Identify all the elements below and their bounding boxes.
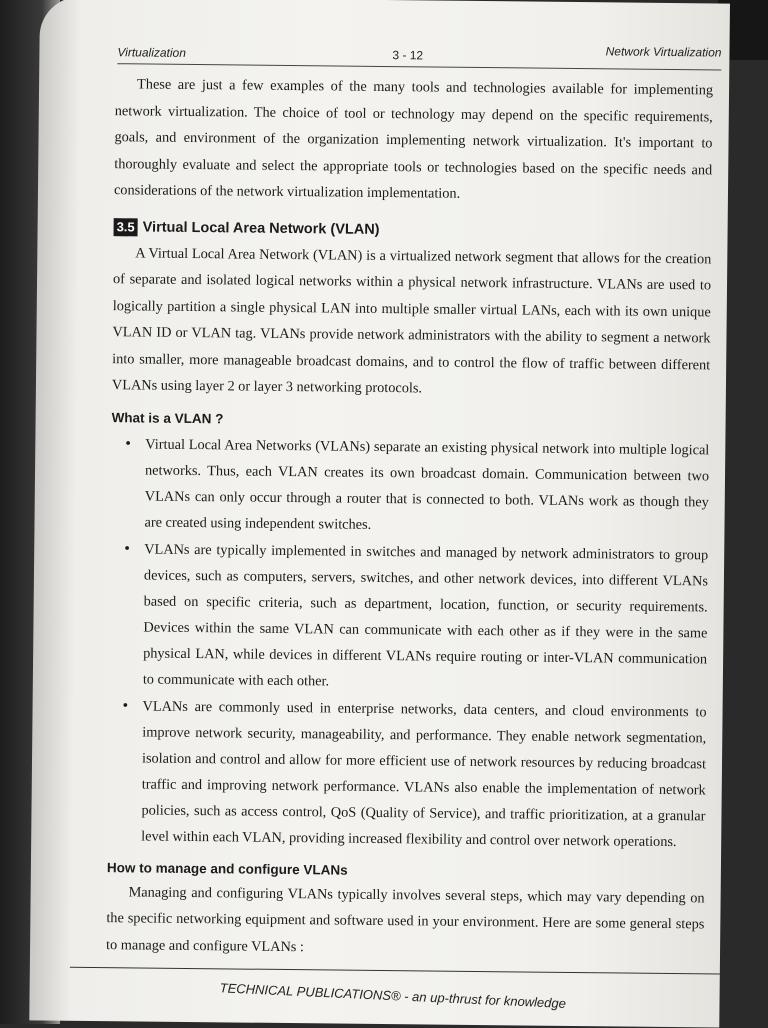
bullet-item bbox=[122, 693, 707, 855]
bullet-item bbox=[125, 431, 710, 541]
book-page bbox=[29, 0, 730, 1028]
bullet-text: VLANs are typically implemented in switches and managed by network administrators to group devices, such as computers, servers, switches, and other network devices, into different VLANs based on specific criteria, such as department, location, function, or security requirements. Devices within the same VLAN can communicate with each other as if they were in the same physical LAN, while devices in different VLANs require routing or inter-VLAN communication to communicate with each other. bbox=[142, 541, 709, 689]
footer-rule bbox=[70, 967, 720, 975]
publisher-footer: TECHNICAL PUBLICATIONS® - an up-thrust for knowledge bbox=[219, 980, 567, 1011]
bullet-item bbox=[124, 536, 709, 698]
vlan-bullet-list bbox=[107, 431, 709, 855]
section-number: 3.5 bbox=[114, 218, 138, 236]
vlan-definition-paragraph: A Virtual Local Area Network (VLAN) is a virtualized network segment that allows for the creation of separate and isolated logical networks within a physical network infrastructure. VLANs are used to logically partition a single physical LAN into multiple smaller virtual LANs, each with its own unique VLAN ID or VLAN tag. VLANs provide network administrators with the ability to segment a network into smaller, more manageable broadcast domains, and to control the flow of traffic between different VLANs using layer 2 or layer 3 networking protocols. bbox=[111, 244, 712, 397]
bullet-icon: • bbox=[124, 539, 130, 557]
manage-vlans-paragraph: Managing and configuring VLANs typically involves several steps, which may vary depending on the specific networking equipment and software used in your environment. Here are some general steps to manage and configure VLANs : bbox=[106, 883, 705, 955]
page-body bbox=[106, 71, 713, 964]
header-chapter-title: Virtualization bbox=[117, 45, 186, 60]
bullet-icon: • bbox=[122, 696, 129, 714]
bullet-text: VLANs are commonly used in enterprise networks, data centers, and cloud environments to improve network security, manageability, and performance. They enable network segmentation, isolation and control and allow for more efficient use of network resources by reducing broadcast traffic and improving network performance. VLANs also enable the implementation of network policies, such as access control, QoS (Quality of Service), and traffic prioritization, at a granular level within each VLAN, providing increased flexibility and control over network operations. bbox=[141, 698, 707, 850]
bullet-text: Virtual Local Area Networks (VLANs) separate an existing physical network into multiple logical networks. Thus, each VLAN creates its own broadcast domain. Communication between two VLANs can only occur through a router that is connected to both. VLANs work as though they are created using independent switches. bbox=[144, 436, 710, 533]
bullet-icon: • bbox=[125, 434, 132, 452]
what-is-vlan-heading: What is a VLAN ? bbox=[111, 409, 224, 426]
intro-paragraph: These are just a few examples of the many tools and technologies available for implementing network virtualization. The choice of tool or technology may depend on the specific requirements, goals, and environment of the organization implementing network virtualization. It's important to thoroughly evaluate and select the appropriate tools or technologies based on the specific needs and considerations of the network virtualization implementation. bbox=[113, 76, 714, 202]
page-number: 3 - 12 bbox=[392, 48, 424, 63]
manage-vlans-heading: How to manage and configure VLANs bbox=[106, 859, 348, 878]
header-section-title: Network Virtualization bbox=[605, 44, 722, 60]
section-title: Virtual Local Area Network (VLAN) bbox=[142, 218, 380, 238]
running-header bbox=[117, 45, 721, 71]
